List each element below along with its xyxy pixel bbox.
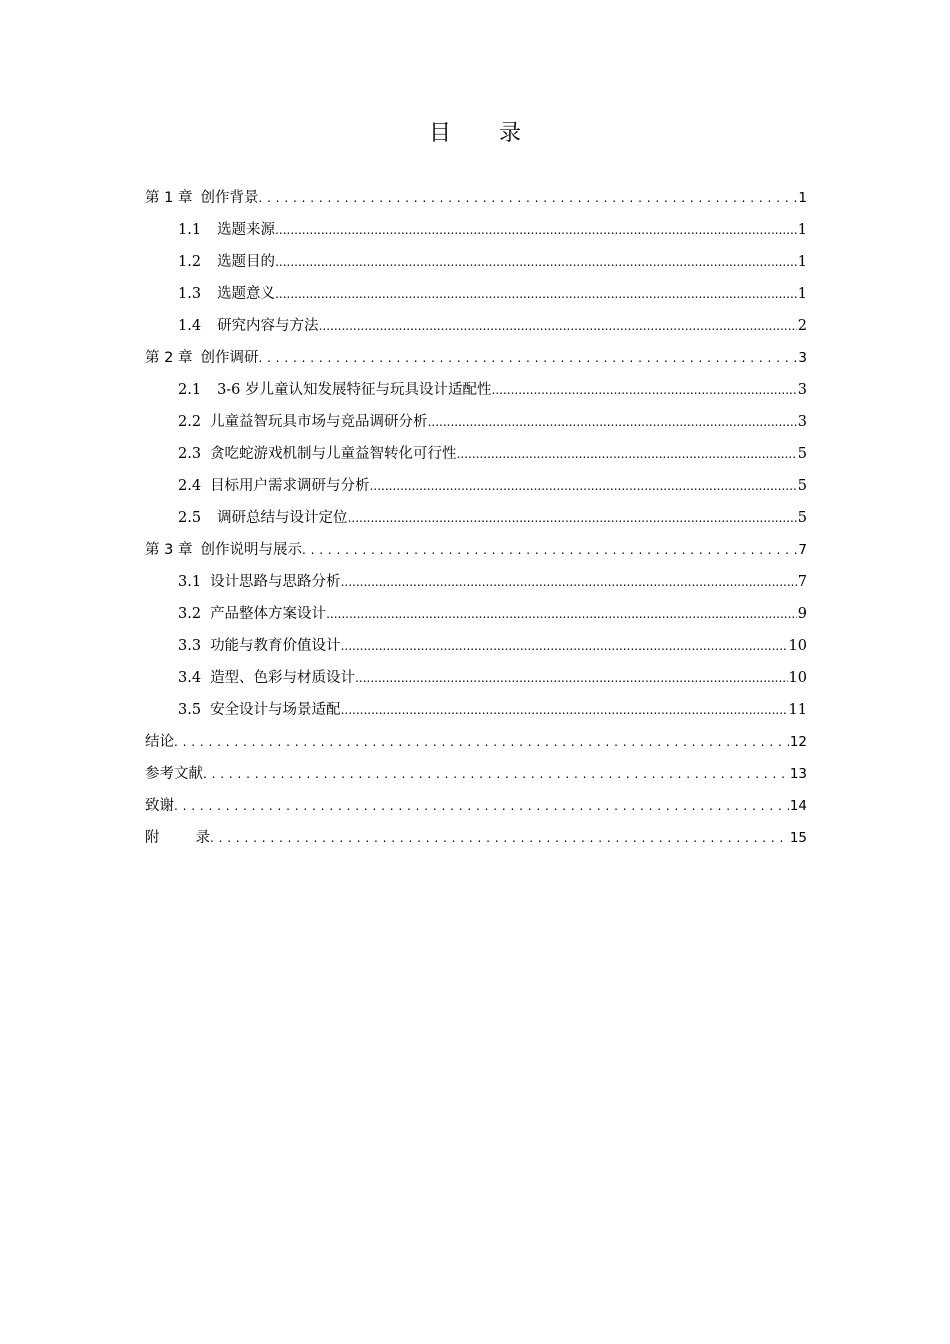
toc-entry-label [145, 758, 203, 790]
dot-leader [319, 310, 797, 342]
toc-entry-number: 2.3 [178, 446, 202, 462]
toc-entry-page-number: 10 [788, 670, 807, 686]
toc-entry[interactable] [145, 790, 807, 822]
toc-entry-page-number: 3 [797, 382, 807, 398]
dot-leader [210, 822, 789, 854]
dot-leader [341, 630, 788, 662]
toc-entry-page-number: 10 [788, 638, 807, 654]
toc-entry-label [145, 822, 210, 854]
toc-entry-text: 参考文献 [145, 766, 203, 782]
toc-entry-label [178, 278, 275, 310]
toc-entry-page-number: 5 [797, 446, 807, 462]
toc-entry-label [178, 310, 319, 342]
toc-entry-text: 创作说明与展示 [200, 542, 302, 558]
toc-entry-number: 1.3 [178, 286, 202, 302]
toc-entry-text: 功能与教育价值设计 [210, 638, 341, 654]
toc-entry-label [178, 406, 428, 438]
toc-entry[interactable] [145, 758, 807, 790]
dot-leader [258, 182, 797, 214]
toc-entry-page-number: 5 [797, 478, 807, 494]
toc-entry-page-number: 7 [798, 542, 807, 558]
toc-entry-number: 2.4 [178, 478, 202, 494]
toc-entry[interactable] [145, 278, 807, 310]
toc-entry-text: 选题来源 [217, 222, 276, 238]
toc-entry-page-number: 1 [797, 254, 807, 270]
dot-leader [457, 438, 797, 470]
toc-entry[interactable] [145, 246, 807, 278]
toc-entry[interactable] [145, 630, 807, 662]
dot-leader [370, 470, 797, 502]
toc-entry-page-number: 13 [789, 766, 807, 782]
toc-entry-label [145, 790, 174, 822]
toc-entry[interactable] [145, 566, 807, 598]
toc-entry-label [178, 566, 341, 598]
toc-entry-text: 调研总结与设计定位 [217, 510, 348, 526]
toc-entry-number: 第 3 章 [145, 542, 193, 558]
toc-entry-label [178, 374, 492, 406]
toc-entry-text: 结论 [145, 734, 174, 750]
dot-leader [174, 726, 789, 758]
toc-title-char-2: 录 [499, 121, 522, 146]
toc-entry[interactable] [145, 726, 807, 758]
toc-entry-number: 3.2 [178, 606, 202, 622]
toc-entry-number: 3.3 [178, 638, 202, 654]
toc-entry-text: 创作调研 [200, 350, 259, 366]
toc-entry-text: 选题意义 [217, 286, 276, 302]
toc-entry-page-number: 12 [789, 734, 807, 750]
toc-entry-label [145, 342, 258, 374]
toc-entry-text-char: 录 [195, 830, 210, 846]
toc-entry-number: 1.1 [178, 222, 202, 238]
toc-entry-number: 3.1 [178, 574, 202, 590]
dot-leader [341, 694, 788, 726]
toc-entry-text: 致谢 [145, 798, 174, 814]
toc-entry-page-number: 2 [797, 318, 807, 334]
toc-entry-text: 造型、色彩与材质设计 [210, 670, 356, 686]
dot-leader [326, 598, 797, 630]
toc-entry[interactable] [145, 438, 807, 470]
toc-entry[interactable] [145, 662, 807, 694]
dot-leader [203, 758, 789, 790]
toc-entry-number: 3.4 [178, 670, 202, 686]
toc-entry-text [145, 822, 210, 854]
toc-entry-number: 2.5 [178, 510, 202, 526]
toc-entry-label [178, 438, 457, 470]
dot-leader [275, 214, 797, 246]
toc-entry-label [178, 694, 341, 726]
toc-entry-page-number: 15 [789, 830, 807, 846]
toc-entry-page-number: 1 [798, 190, 807, 206]
toc-entry-text: 产品整体方案设计 [210, 606, 327, 622]
toc-entry-label [178, 470, 370, 502]
toc-entry-page-number: 7 [797, 574, 807, 590]
toc-entry[interactable] [145, 822, 807, 854]
toc-entry-number: 2.1 [178, 382, 202, 398]
toc-entry-text: 儿童益智玩具市场与竞品调研分析 [210, 414, 428, 430]
toc-entry-label [178, 662, 355, 694]
toc-entry-label [145, 534, 302, 566]
toc-entry-text: 选题目的 [217, 254, 276, 270]
dot-leader [174, 790, 789, 822]
toc-entry-text: 研究内容与方法 [217, 318, 319, 334]
dot-leader [355, 662, 787, 694]
dot-leader [275, 246, 797, 278]
toc-entry[interactable] [145, 310, 807, 342]
toc-entry[interactable] [145, 342, 807, 374]
dot-leader [341, 566, 797, 598]
toc-entry-page-number: 11 [788, 702, 807, 718]
toc-entry-page-number: 9 [797, 606, 807, 622]
toc-title-char-1: 目 [428, 121, 451, 146]
toc-entry-label [178, 246, 275, 278]
table-of-contents [145, 182, 807, 854]
toc-entry[interactable] [145, 694, 807, 726]
toc-entry[interactable] [145, 406, 807, 438]
toc-entry[interactable] [145, 470, 807, 502]
toc-entry-number: 第 1 章 [145, 190, 193, 206]
toc-entry-page-number: 1 [797, 286, 807, 302]
dot-leader [492, 374, 797, 406]
toc-entry-text: 创作背景 [200, 190, 259, 206]
toc-entry-number: 2.2 [178, 414, 202, 430]
toc-entry-number: 1.2 [178, 254, 202, 270]
toc-entry[interactable] [145, 534, 807, 566]
toc-entry-text-char: 附 [145, 830, 160, 846]
toc-entry-text: 目标用户需求调研与分析 [210, 478, 370, 494]
toc-entry-label [178, 502, 348, 534]
toc-entry[interactable] [145, 374, 807, 406]
dot-leader [258, 342, 797, 374]
toc-entry-page-number: 5 [797, 510, 807, 526]
toc-entry-label [145, 726, 174, 758]
dot-leader [275, 278, 797, 310]
toc-entry-page-number: 14 [789, 798, 807, 814]
toc-entry-page-number: 3 [798, 350, 807, 366]
toc-entry[interactable] [145, 502, 807, 534]
toc-entry-label [178, 214, 275, 246]
toc-entry[interactable] [145, 598, 807, 630]
toc-entry-number: 第 2 章 [145, 350, 193, 366]
dot-leader [348, 502, 797, 534]
toc-entry-text: 贪吃蛇游戏机制与儿童益智转化可行性 [210, 446, 457, 462]
toc-entry-number: 1.4 [178, 318, 202, 334]
toc-entry-text: 3-6 岁儿童认知发展特征与玩具设计适配性 [217, 382, 492, 398]
toc-entry-label [178, 598, 326, 630]
toc-entry-label [178, 630, 341, 662]
toc-entry-label [145, 182, 258, 214]
dot-leader [302, 534, 797, 566]
toc-entry-text: 设计思路与思路分析 [210, 574, 341, 590]
toc-entry-text: 安全设计与场景适配 [210, 702, 341, 718]
toc-title [0, 116, 950, 147]
toc-entry[interactable] [145, 182, 807, 214]
toc-entry-page-number: 3 [797, 414, 807, 430]
toc-entry[interactable] [145, 214, 807, 246]
dot-leader [428, 406, 797, 438]
toc-entry-page-number: 1 [797, 222, 807, 238]
toc-entry-number: 3.5 [178, 702, 202, 718]
